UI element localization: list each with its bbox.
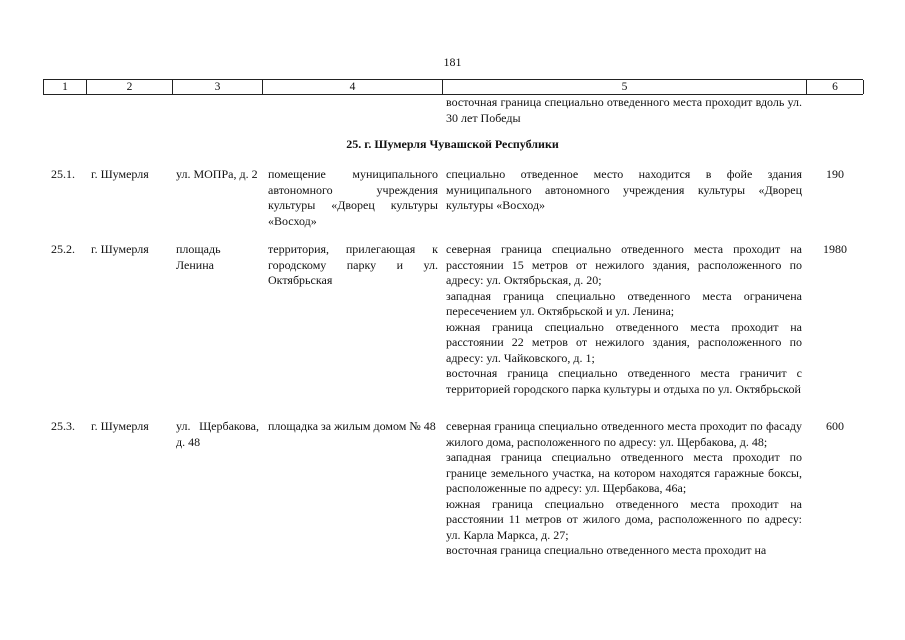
column-number-3: 3 (172, 80, 262, 94)
row-number: 25.2. (51, 242, 75, 256)
row-borders (446, 242, 802, 397)
row-borders (446, 167, 802, 214)
row-street: площадь Ленина (176, 242, 221, 272)
page-number: 181 (443, 55, 462, 69)
border-description: специально отведенное место находится в фойе здания муниципального автономного учреждения культуры «Дворец культуры «Восход» (446, 167, 802, 212)
row-place: помещение муниципального автономного учреждения культуры «Дворец культуры «Восход» (268, 167, 438, 228)
row-area: 190 (826, 167, 844, 181)
column-number-4: 4 (262, 80, 442, 94)
row-street: ул. МОПРа, д. 2 (176, 167, 258, 181)
row-city: г. Шумерля (91, 419, 149, 433)
column-number-5: 5 (442, 80, 806, 94)
column-number-2: 2 (86, 80, 172, 94)
row-number: 25.1. (51, 167, 75, 181)
border-east: восточная граница специально отведенного места граничит с территорией городского парка культуры и отдыха по ул. Октябрьской (446, 366, 802, 396)
row-city: г. Шумерля (91, 242, 149, 256)
border-south: южная граница специально отведенного места проходит на расстоянии 11 метров от жилого дома, расположенного по адресу: ул. Карла Маркса, д. 27; (446, 496, 802, 542)
border-west: западная граница специально отведенного места проходит по границе земельного участка, на котором находятся гаражные боксы, расположенные по адресу: ул. Щербакова, 46а; (446, 450, 802, 495)
border-north: северная граница специально отведенного места проходит на расстоянии 15 метров от нежилого здания, расположенного по адресу: ул. Октябрьская, д. 20; (446, 242, 802, 287)
border-south: южная граница специально отведенного места проходит на расстоянии 22 метров от нежилого здания, расположенного по адресу: ул. Чайковского, д. 1; (446, 319, 802, 365)
border-north: северная граница специально отведенного места проходит по фасаду жилого дома, расположенного по адресу: ул. Щербакова, д. 48; (446, 419, 802, 449)
row-area: 600 (826, 419, 844, 433)
border-east: восточная граница специально отведенного места проходит на (446, 543, 767, 557)
row-street: ул. Щербакова, д. 48 (176, 419, 259, 449)
border-west: западная граница специально отведенного места ограничена пересечением ул. Октябрьской и ул. Ленина; (446, 288, 802, 318)
column-number-1: 1 (43, 80, 86, 94)
table-column-header (43, 79, 863, 95)
row-place: площадка за жилым домом № 48 (268, 419, 436, 433)
section-heading: 25. г. Шумерля Чувашской Республики (346, 137, 559, 151)
row-city: г. Шумерля (91, 167, 149, 181)
row-number: 25.3. (51, 419, 75, 433)
column-number-6: 6 (806, 80, 864, 94)
row-place: территория, прилегающая к городскому парку и ул. Октябрьская (268, 242, 438, 287)
row-area: 1980 (823, 242, 847, 256)
row-borders (446, 419, 802, 559)
continuation-text: восточная граница специально отведенного места проходит вдоль ул. 30 лет Победы (446, 95, 802, 125)
